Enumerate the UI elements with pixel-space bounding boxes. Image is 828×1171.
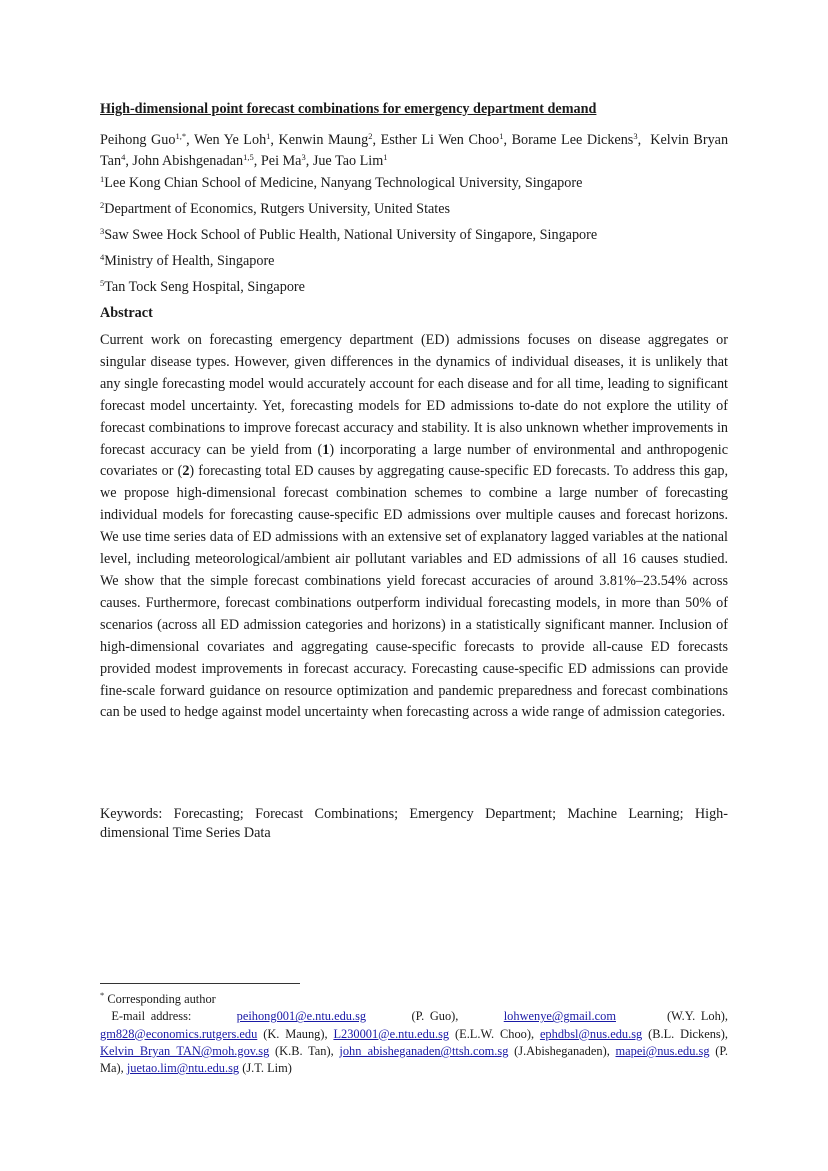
email-link[interactable]: mapei@nus.edu.sg bbox=[615, 1043, 710, 1058]
abstract-body: Current work on forecasting emergency department (ED) admissions focuses on disease aggregates or singular disease types. However, given differences in the dynamics of individual diseases, it is unlikely that any single forecasting model would accurately account for each disease and for all time, leading to significant forecast model uncertainty. Yet, forecasting models for ED admissions to-date do not explore the utility of forecast combinations to improve forecast accuracy and stability. It is also unknown whether improvements in forecast accuracy can be yield from (1) incorporating a large number of environmental and anthropogenic covariates or (2) forecasting total ED causes by aggregating cause-specific ED forecasts. To address this gap, we propose high-dimensional forecast combination schemes to combine a large number of forecasting individual models for forecasting cause-specific ED admissions over multiple causes and forecast horizons. We use time series data of ED admissions with an extensive set of explanatory lagged variables at the national level, including meteorological/ambient air pollutant variables and ED admissions of all 16 causes studied. We show that the simple forecast combinations yield forecast accuracies of around 3.81%–23.54% across causes. Furthermore, forecast combinations outperform individual forecasting models, in more than 50% of scenarios (across all ED admission categories and horizons) in a statistically significant manner. Inclusion of high-dimensional covariates and aggregating cause-specific forecasts to provide all-cause ED forecasts provided modest improvements in forecast accuracy. Forecasting cause-specific ED admissions can provide fine-scale forward guidance on resource optimization and pandemic preparedness and forecast combinations can be used to hedge against model uncertainty when forecasting across a wide range of admission categories. bbox=[100, 332, 729, 721]
email-link[interactable]: john_abisheganaden@ttsh.com.sg bbox=[339, 1043, 509, 1058]
author: Peihong Guo$^{1,*}$ bbox=[100, 131, 187, 148]
author: Wen Ye Loh$^1$ bbox=[193, 131, 271, 148]
email-link[interactable]: gm828@economics.rutgers.edu bbox=[100, 1026, 258, 1041]
author: Kenwin Maung$^2$ bbox=[278, 131, 373, 148]
paper-title: High-dimensional point forecast combinations for emergency department demand bbox=[100, 101, 597, 117]
email-link[interactable]: L230001@e.ntu.edu.sg bbox=[333, 1026, 450, 1041]
affiliation: $^4$Ministry of Health, Singapore bbox=[100, 252, 275, 269]
keywords: Keywords: Forecasting; Forecast Combinations; Emergency Department; Machine Learning; High-dimensional Time Series Data bbox=[100, 806, 728, 841]
affiliation: $^2$Department of Economics, Rutgers University, United States bbox=[100, 200, 451, 217]
email-link[interactable]: lohwenye@gmail.com bbox=[503, 1009, 616, 1024]
email-link[interactable]: peihong001@e.ntu.edu.sg bbox=[236, 1009, 367, 1024]
affiliation: $^3$Saw Swee Hock School of Public Health, National University of Singapore, Singapore bbox=[100, 226, 598, 243]
footnote: * Corresponding author E-mail address: peihong001@e.ntu.edu.sg (P. Guo), lohwenye@gmail.com (W.Y. Loh), gm828@economics.rutgers.edu (K. Maung), L230001@e.ntu.edu.sg (E.L.W. Choo), ephdbsl@nus.edu.sg (B.L. Dickens), Kelvin_Bryan_TAN@moh.gov.sg (K.B. Tan), john_abisheganaden@ttsh.com.sg (J.Abisheganaden), mapei@nus.edu.sg (P. Ma), juetao.lim@ntu.edu.sg (J.T. Lim) bbox=[100, 990, 729, 1076]
email-link[interactable]: juetao.lim@ntu.edu.sg bbox=[126, 1061, 240, 1076]
author: Jue Tao Lim$^1$ bbox=[312, 152, 388, 169]
affiliation: $^1$Lee Kong Chian School of Medicine, Nanyang Technological University, Singapore bbox=[100, 174, 583, 191]
abstract-heading: Abstract bbox=[100, 305, 153, 321]
author: Kelvin Bryan Tan$^4$ bbox=[100, 132, 729, 169]
footnote-divider bbox=[100, 983, 300, 984]
author: Borame Lee Dickens$^3$ bbox=[511, 131, 638, 148]
affiliation: $^5$Tan Tock Seng Hospital, Singapore bbox=[100, 278, 305, 295]
author-list: Peihong Guo$^{1,*}$, Wen Ye Loh$^1$, Kenwin Maung$^2$, Esther Li Wen Choo$^1$, Borame Lee Dickens$^3$, Kelvin Bryan Tan$^4$, John Abishgenadan$^{1,5}$, Pei Ma$^3$, Jue Tao Lim$^1$ bbox=[100, 131, 729, 169]
author: John Abishgenadan$^{1,5}$ bbox=[132, 152, 254, 169]
email-link[interactable]: ephdbsl@nus.edu.sg bbox=[539, 1026, 643, 1041]
email-link[interactable]: Kelvin_Bryan_TAN@moh.gov.sg bbox=[100, 1043, 270, 1058]
author: Esther Li Wen Choo$^1$ bbox=[380, 131, 504, 148]
author: Pei Ma$^3$ bbox=[260, 152, 306, 169]
